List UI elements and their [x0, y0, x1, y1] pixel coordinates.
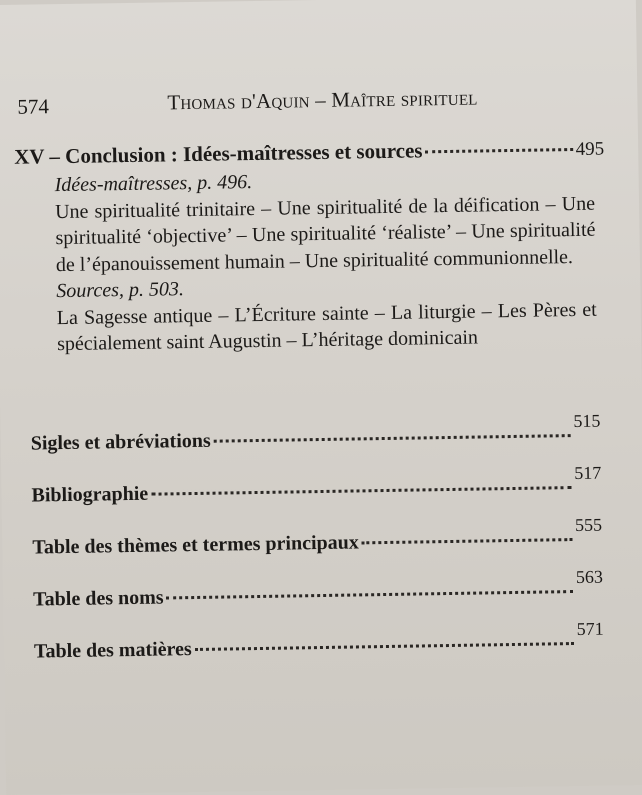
- toc-title: Table des thèmes et termes principaux: [32, 531, 359, 559]
- toc-entry: [33, 566, 604, 617]
- toc-title: Table des matières: [33, 638, 192, 663]
- chapter-title: XV – Conclusion : Idées-maîtresses et sources: [14, 138, 423, 169]
- chapter-page: 495: [575, 138, 605, 160]
- running-head: [17, 79, 607, 118]
- toc-page: 563: [575, 566, 604, 588]
- leader-dots: [167, 590, 574, 599]
- toc-entry: [32, 514, 603, 565]
- section-heading-sources: Sources, p. 503.: [56, 278, 185, 303]
- section-text-sources: La Sagesse antique – L’Écriture sainte – La liturgie – Les Pères et spécialement saint Augustin – L’héritage dominicain: [56, 298, 597, 356]
- toc-page: 571: [576, 618, 604, 640]
- toc-title: Table des noms: [33, 586, 164, 611]
- section-text-idees: Une spiritualité trinitaire – Une spiritualité de la déification – Une spiritualité ‘objective’ – Une spiritualité ‘réaliste’ – Une spiritualité de l’épanouissement humain – Une spiritualité communionnelle.: [54, 192, 596, 276]
- toc-title: Sigles et abréviations: [30, 429, 211, 455]
- toc-entry: [30, 410, 601, 461]
- toc-page: 515: [573, 410, 601, 432]
- running-title: Thomas d'Aquin – Maître spirituel: [167, 85, 478, 115]
- toc-entry: [31, 462, 602, 513]
- chapter-subsections: [54, 164, 597, 358]
- leader-dots: [362, 538, 573, 544]
- toc-page: 555: [574, 514, 603, 536]
- page-number: 574: [17, 94, 50, 119]
- toc-page: 517: [574, 462, 602, 484]
- chapter-entry: [14, 136, 607, 359]
- leader-dots: [195, 642, 574, 651]
- toc-title: Bibliographie: [31, 482, 149, 507]
- section-heading-idees: Idées-maîtresses, p. 496.: [54, 171, 253, 197]
- toc-entry: [33, 618, 604, 669]
- leader-dots: [425, 148, 572, 153]
- leader-dots: [151, 486, 571, 496]
- leader-dots: [214, 434, 571, 443]
